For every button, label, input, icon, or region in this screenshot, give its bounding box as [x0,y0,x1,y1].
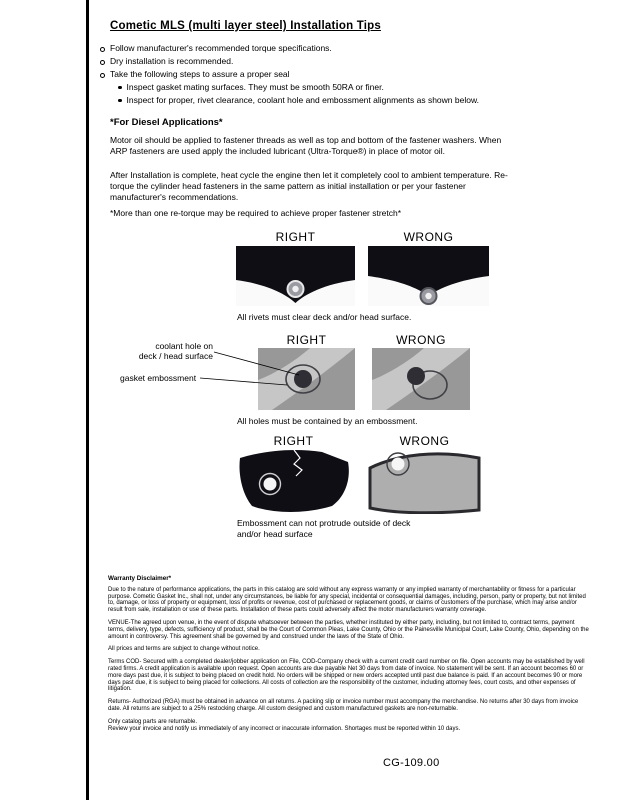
wrong-label: WRONG [399,434,450,448]
holes-caption: All holes must be contained by an embossment. [237,416,418,426]
list-item [100,55,479,68]
list-item [100,42,479,55]
open-bullet-icon [100,47,105,52]
embossment-containment-wrong-diagram [372,348,470,410]
gasket-embossment-annotation: gasket embossment [120,373,197,383]
coolant-hole-annotation [128,342,213,361]
motor-oil-paragraph: Motor oil should be applied to fastener threads as well as top and bottom of the fastener washers. When ARP fasteners are used apply the included lubricant (Ultra-Torque®) in place of motor oil. [110,135,502,156]
right-label: RIGHT [273,434,314,448]
embossment-protrusion-right-diagram [236,448,351,514]
catalog-page-number: CG-109.00 [383,757,440,769]
open-bullet-icon [100,73,105,78]
disclaimer-paragraph: Review your invoice and notify us immediately of any incorrect or inaccurate information. Shortages must be reported within 10 days. [108,725,461,732]
disclaimer-paragraph: Due to the nature of performance applications, the parts in this catalog are sold without any express warranty or any implied warranty of merchantability or fitness for a particular purpose. Cometic Gasket Inc., shall not, under any circumstances, be liable for any special, incidental or consequential damages, including, person, party or property, but not limited to, damage, or loss of property or equipment, loss of profits or revenue, cost of purchased or replacement goods, or claims of customers of the purchase, which may arise and/or result from sale, installation or use of these parts. Installation of these parts could adversely affect the motor manufacturers warranty coverage. [108,586,586,614]
protrusion-right-illustration [236,448,351,514]
embossment-containment-right-diagram [258,348,355,410]
list-item [118,81,479,94]
protrusion-caption-line-2: and/or head surface [237,528,313,539]
diagram-section [0,228,618,560]
list-item [100,68,479,81]
right-label: RIGHT [286,333,327,347]
sub-list [118,81,479,107]
wrong-label: WRONG [403,230,454,244]
annotation-line-1: coolant hole on [155,341,213,351]
retorque-note: *More than one re-torque may be required to achieve proper fastener stretch* [110,208,402,218]
rivet-wrong-illustration [368,246,489,306]
warranty-disclaimer [108,576,590,738]
tip-text: Follow manufacturer's recommended torque specifications. [110,43,332,53]
diesel-applications-heading: *For Diesel Applications* [110,117,223,128]
rivet-clearance-wrong-diagram [368,246,489,306]
open-bullet-icon [100,60,105,65]
embossment-protrusion-wrong-diagram [368,448,481,514]
disclaimer-paragraph: VENUE-The agreed upon venue, in the event of dispute whatsoever between the parties, whether instituted by either party, including, but not limited to, contract terms, payment terms, delivery, type, defects, sufficiency of product, shall be the Court of Common Pleas, Lake County, Ohio or the Painesville Municipal Court, Lake County, Ohio, depending on the amount in controversy. This agreement shall be governed by and construed under the laws of the State of Ohio. [108,619,589,640]
wrong-label: WRONG [396,333,446,347]
filled-bullet-icon [118,99,122,103]
tip-text: Inspect for proper, rivet clearance, coolant hole and embossment alignments as shown below. [126,95,479,105]
disclaimer-paragraph: Terms COD- Secured with a completed dealer/jobber application on File, COD-Company check with a current credit card number on file. Open accounts may be established by well rated firms. A credit application is available upon request. Open accounts are due payable Net 30 days from date of invoice. No statement will be sent. If an account becomes 60 or more days past due, it is subject to being placed on credit hold. No orders will be shipped or new orders accepted until past due balance is paid. If an account becomes 90 or more days past due, it is subject to being placed for collections. All costs of collection are the responsibility of the customer, including attorney fees, court costs, and other expenses of litigation. [108,659,585,693]
rivet-right-illustration [236,246,355,306]
tip-text: Dry installation is recommended. [110,56,234,66]
page-title: Cometic MLS (multi layer steel) Installation Tips [110,20,381,32]
rivets-caption: All rivets must clear deck and/or head surface. [237,312,412,322]
installation-tips-list [100,42,479,107]
disclaimer-paragraph: Returns- Authorized (RGA) must be obtained in advance on all returns. A packing slip or invoice number must accompany the merchandise. No returns after 30 days from invoice date. All returns are subject to a 25% restocking charge. All custom designed and custom manufactured gaskets are non-returnable. [108,699,579,712]
right-label: RIGHT [275,230,316,244]
tip-text: Take the following steps to assure a proper seal [110,69,290,79]
annotation-line-2: deck / head surface [138,350,213,361]
tip-text: Inspect gasket mating surfaces. They must be smooth 50RA or finer. [126,82,384,92]
holes-wrong-illustration [372,348,470,410]
list-item [118,94,479,107]
disclaimer-paragraph: Only catalog parts are returnable. [108,718,198,725]
filled-bullet-icon [118,86,122,90]
rivet-clearance-right-diagram [236,246,355,306]
protrusion-caption [237,518,410,539]
disclaimer-paragraph: All prices and terms are subject to change without notice. [108,646,260,653]
protrusion-caption-line-1: Embossment can not protrude outside of deck [237,518,411,528]
disclaimer-heading: Warranty Disclaimer* [108,575,172,582]
holes-right-illustration [258,348,355,410]
heat-cycle-paragraph: After Installation is complete, heat cycle the engine then let it completely cool to ambient temperature. Re-torque the cylinder head fasteners in the same pattern as initial installation or per your fastener manufacturer's recommendations. [110,170,508,202]
protrusion-wrong-illustration [368,448,481,514]
